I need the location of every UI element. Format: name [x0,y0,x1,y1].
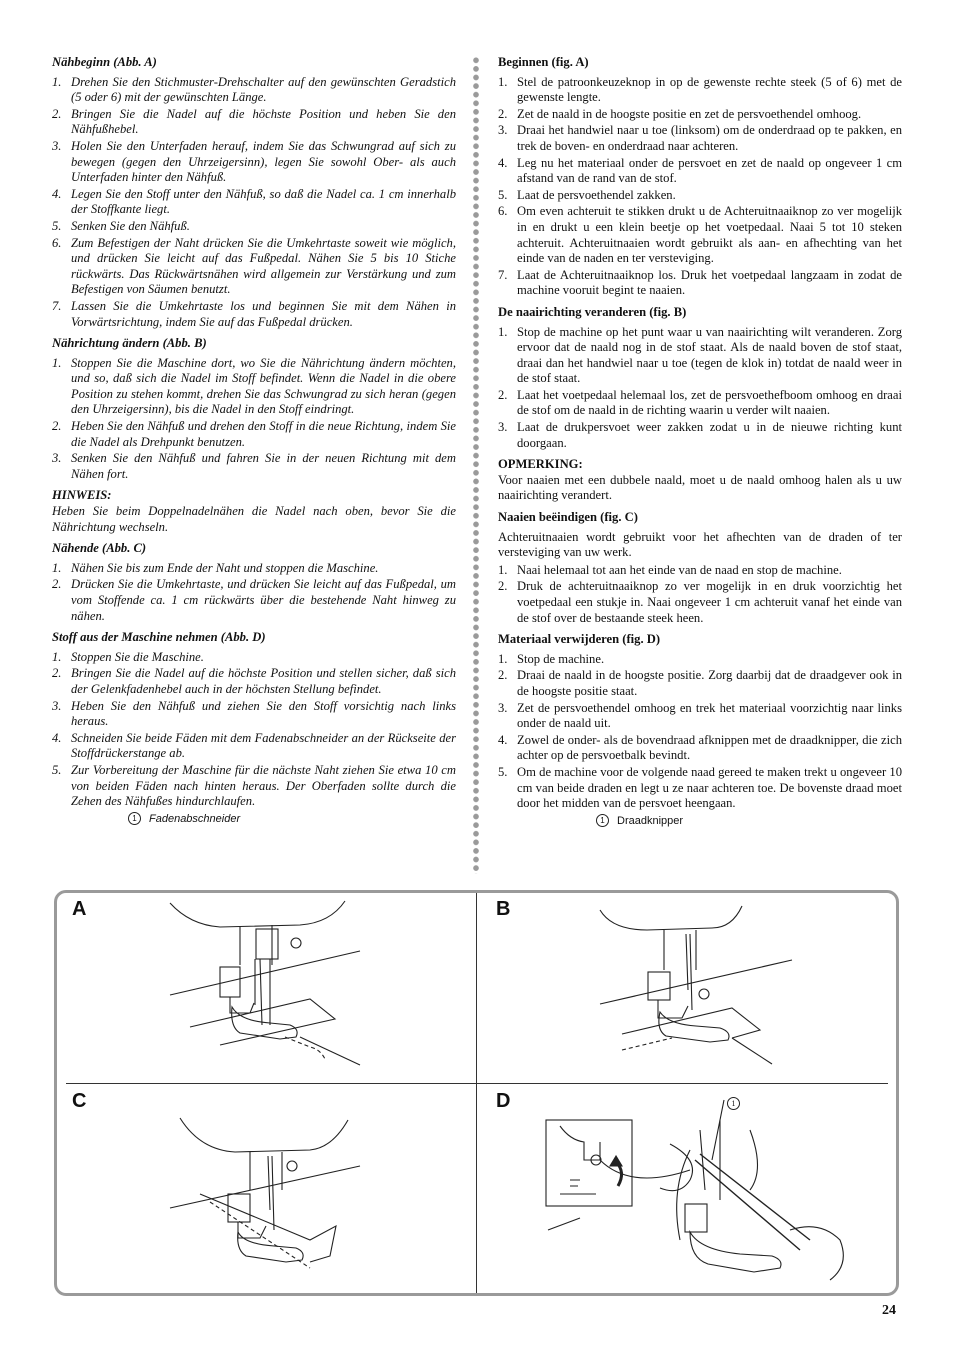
de-section-remove [52,630,456,827]
list-item-text: Senken Sie den Nähfuß. [71,218,190,233]
list-item [52,75,456,106]
list-item [498,563,902,579]
list-item [52,699,456,730]
sewing-foot-illustration-c [160,1090,390,1285]
list-item-number: 6. [498,204,508,219]
list-item-text: Stop de machine. [517,651,605,666]
list-item-text: Om de machine voor de volgende naad gereed te maken trekt u ongeveer 10 cm van beide draden en legt u ze naar achteren toe. De bovenste draad moet door het midden van de persvoet heengaan. [517,764,902,811]
list-item [52,666,456,697]
nl-list-start [498,75,902,299]
list-item-number: 1. [52,649,62,664]
list-item-text: Stoppen Sie die Maschine dort, wo Sie die Nährichtung ändern möchten, und so, daß sich die Nadel im Stoff befindet. Wenn die Nadel in die obere Position zu stehen kommt, drehen Sie das Schwungrad zu sich heran (gegen den Uhrzeigersinn), bis die Nadel in den Stoff eindringt. [71,355,456,417]
list-item-number: 2. [52,106,62,121]
nl-section-direction [498,305,902,451]
de-heading-end: Nähende (Abb. C) [52,541,147,556]
list-item-text: Zowel de onder- als de bovendraad afknippen met de draadknipper, die zich achter op de persvoetbalk bevindt. [517,732,902,763]
list-item-number: 5. [52,218,62,233]
list-item [498,325,902,387]
list-item-number: 2. [498,579,508,594]
list-item [52,299,456,330]
callout-number-icon: 1 [128,812,141,825]
list-item [52,187,456,218]
list-item-text: Laat het voetpedaal helemaal los, zet de persvoethefboom omhoog en draai de stof om de naald in de richting waarin u verder wilt naaien. [517,387,902,418]
de-note-heading: HINWEIS: [52,488,112,503]
list-item [52,763,456,810]
list-item [52,561,456,577]
de-caption-text: Fadenabschneider [149,812,241,825]
list-item-text: Zur Vorbereitung der Maschine für die nächste Naht ziehen Sie etwa 10 cm von beiden Fäden nach hinten heraus. Der Oberfaden sollte durch die Zehen des Nähfußes hindurchlaufen. [71,762,456,809]
list-item-text: Om even achteruit te stikken drukt u de Achteruitnaaiknop zo ver mogelijk in en drukt u een klein beetje op het voetpedaal. Naai 5 tot 10 steken achteruit. Achteruitnaaien wordt gebruikt als aan- en afhechting van het einde van de naden en ter versteviging. [517,204,902,266]
list-item-number: 1. [498,651,508,666]
figure-label-b: B [496,898,511,920]
list-item [498,75,902,106]
list-item-number: 7. [52,298,62,313]
list-item-number: 4. [52,186,62,201]
list-item-text: Senken Sie den Nähfuß und fahren Sie in der neuen Richtung mit dem Nähen fort. [71,451,456,481]
list-item-text: Druk de achteruitnaaiknop zo ver mogelijk in en druk voorzichtig het voetpedaal een stukje in. Naai ongeveer 1 cm achteruit vanaf het einde van de stof over de bestaande steek heen. [517,579,902,625]
list-item-number: 5. [498,764,508,779]
list-item-number: 1. [498,324,508,339]
list-item-text: Naai helemaal tot aan het einde van de naad en stop de machine. [517,562,842,577]
list-item [498,652,902,668]
de-heading-remove: Stoff aus der Maschine nehmen (Abb. D) [52,630,266,645]
list-item-number: 2. [52,666,62,681]
list-item-text: Legen Sie den Stoff unter den Nähfuß, so daß die Nadel ca. 1 cm innerhalb der Stoffkante liegt. [71,186,456,217]
de-section-end [52,541,456,624]
list-item-number: 2. [498,668,508,683]
figure-label-d: D [496,1090,511,1112]
list-item [498,156,902,187]
list-item-number: 4. [498,155,508,170]
list-item-number: 2. [498,106,508,121]
de-list-direction [52,356,456,483]
list-item-text: Stoppen Sie die Maschine. [71,649,204,664]
de-section-start [52,55,456,330]
nl-heading-direction: De naairichting veranderen (fig. B) [498,304,687,319]
list-item [498,123,902,154]
list-item-number: 3. [498,700,508,715]
nl-section-end [498,510,902,626]
list-item-text: Bringen Sie die Nadel auf die höchste Position und stellen sicher, daß sich der Gelenkfadenhebel auch in der höchsten Stellung befindet. [71,666,456,696]
de-section-direction [52,336,456,482]
list-item-text: Laat de drukpersvoet weer zakken zodat u in de nieuwe richting kunt doorgaan. [517,420,902,450]
list-item-text: Zum Befestigen der Naht drücken Sie die Umkehrtaste soweit wie möglich, und drücken Sie leicht auf das Fußpedal. Nähen Sie 5 bis 10 Stiche rückwärts. Das Rückwärtsnähen wird allgemein zur Verstärkung und zum Befestigen von Säumen benutzt. [71,235,456,297]
list-item-text: Leg nu het materiaal onder de persvoet en zet de naald op ongeveer 1 cm afstand van de rand van de stof. [517,155,902,186]
list-item [498,188,902,204]
sewing-foot-illustration-a [160,895,390,1075]
list-item-number: 3. [52,451,62,466]
list-item-number: 4. [52,730,62,745]
list-item-number: 1. [498,74,508,89]
de-list-start [52,75,456,331]
list-item-number: 1. [498,562,508,577]
nl-heading-end: Naaien beëindigen (fig. C) [498,510,638,525]
list-item [52,219,456,235]
nl-caption [498,814,902,830]
list-item [498,701,902,732]
list-item-number: 5. [498,187,508,202]
list-item-text: Heben Sie den Nähfuß und drehen den Stoff in die neue Richtung, indem Sie die Nadel als Drehpunkt benutzen. [71,419,456,449]
nl-note-text: Voor naaien met een dubbele naald, moet u de naald omhoog halen als u uw naairichting verandert. [498,472,902,503]
nl-note [498,457,902,504]
list-item-text: Bringen Sie die Nadel auf die höchste Position und heben Sie den Nähfußhebel. [71,106,456,137]
list-item [52,731,456,762]
nl-caption-text: Draadknipper [617,814,684,827]
list-item-text: Stop de machine op het punt waar u van naairichting wilt veranderen. Zorg ervoor dat de naald nog in de stof staat. Als de naald boven de stof staat, draai dan het handwiel naar u toe (tegen de klok in) totdat de naald weer in de stof staat. [517,324,902,386]
nl-section-start [498,55,902,299]
list-item-number: 1. [52,560,62,575]
list-item-number: 6. [52,235,62,250]
list-item-number: 3. [52,698,62,713]
list-item [52,577,456,624]
de-list-end [52,561,456,624]
list-item-number: 2. [498,387,508,402]
list-item-number: 2. [52,577,62,592]
sewing-foot-illustration-b [592,900,812,1075]
list-item-text: Zet de naald in de hoogste positie en zet de persvoethendel omhoog. [517,106,862,121]
list-item-text: Lassen Sie die Umkehrtaste los und beginnen Sie mit dem Nähen in Vorwärtsrichtung, indem Sie auf das Fußpedal drücken. [71,298,456,329]
de-note [52,488,456,535]
list-item-text: Laat de persvoethendel zakken. [517,187,676,202]
list-item [52,650,456,666]
nl-list-end [498,563,902,626]
list-item-text: Holen Sie den Unterfaden herauf, indem Sie das Schwungrad auf sich zu bewegen (gegen den Uhrzeigersinn), legen Sie sowohl Ober- als auch Unterfaden hinter den Nähfuß. [71,138,456,185]
list-item [52,356,456,418]
list-item [498,204,902,266]
nl-section-remove [498,632,902,829]
list-item [498,765,902,812]
german-column [52,55,456,833]
callout-marker-1: 1 [727,1097,740,1110]
list-item [498,268,902,299]
list-item-text: Stel de patroonkeuzeknop in op de gewenste rechte steek (5 of 6) met de gewenste lengte. [517,74,902,105]
de-note-text: Heben Sie beim Doppelnadelnähen die Nadel nach oben, bevor Sie die Nährichtung wechseln. [52,504,456,534]
list-item [498,107,902,123]
list-item [52,107,456,138]
list-item [498,733,902,764]
de-heading-direction: Nährichtung ändern (Abb. B) [52,336,207,351]
list-item-number: 7. [498,267,508,282]
thread-cutter-illustration-d [540,1090,870,1290]
list-item-number: 5. [52,762,62,777]
list-item-text: Zet de persvoethendel omhoog en trek het materiaal voorzichtig naar links onder de naald uit. [517,700,902,731]
list-item-text: Drücken Sie die Umkehrtaste, und drücken Sie leicht auf das Fußpedal, um vom Stoffende ca. 1 cm rückwärts über die bestehende Naht hinweg zu nähen. [71,577,456,623]
list-item-number: 3. [52,138,62,153]
list-item-text: Draai de naald in de hoogste positie. Zorg daarbij dat de draadgever ook in de hoogste positie staat. [517,668,902,698]
nl-note-heading: OPMERKING: [498,457,583,472]
list-item [498,388,902,419]
figure-label-a: A [72,898,87,920]
page-number: 24 [882,1303,896,1318]
figure-divider-horizontal [66,1083,888,1084]
nl-end-intro: Achteruitnaaien wordt gebruikt voor het afhechten van de draden of ter versteviging van uw werk. [498,529,902,560]
list-item-number: 4. [498,732,508,747]
nl-heading-start: Beginnen (fig. A) [498,55,589,69]
nl-list-direction [498,325,902,452]
list-item-number: 1. [52,355,62,370]
list-item-number: 1. [52,74,62,89]
list-item-number: 2. [52,419,62,434]
de-caption [52,812,456,828]
de-heading-start: Nähbeginn (Abb. A) [52,55,157,69]
nl-list-remove [498,652,902,812]
list-item-text: Schneiden Sie beide Fäden mit dem Fadenabschneider an der Rückseite der Stoffdrückerstange ab. [71,730,456,761]
list-item-number: 3. [498,123,508,138]
nl-heading-remove: Materiaal verwijderen (fig. D) [498,632,661,647]
dutch-column [498,55,902,835]
callout-number-icon: 1 [596,814,609,827]
list-item [52,451,456,482]
list-item [52,236,456,298]
de-list-remove [52,650,456,810]
list-item [498,579,902,626]
list-item [498,668,902,699]
list-item-text: Nähen Sie bis zum Ende der Naht und stoppen die Maschine. [71,560,379,575]
figure-divider-vertical [476,893,477,1293]
column-divider-dots [472,56,480,874]
list-item [52,419,456,450]
list-item-text: Drehen Sie den Stichmuster-Drehschalter auf den gewünschten Geradstich (5 oder 6) mit der gewünschten Länge. [71,74,456,105]
figure-label-c: C [72,1090,87,1112]
list-item [498,420,902,451]
list-item [52,139,456,186]
list-item-text: Laat de Achteruitnaaiknop los. Druk het voetpedaal langzaam in zodat de machine vooruit begint te naaien. [517,267,902,298]
list-item-text: Draai het handwiel naar u toe (linksom) om de onderdraad op te pakken, en trek de boven- en onderdraad naar achteren. [517,123,902,153]
list-item-text: Heben Sie den Nähfuß und ziehen Sie den Stoff vorsichtig nach links heraus. [71,698,456,729]
list-item-number: 3. [498,420,508,435]
